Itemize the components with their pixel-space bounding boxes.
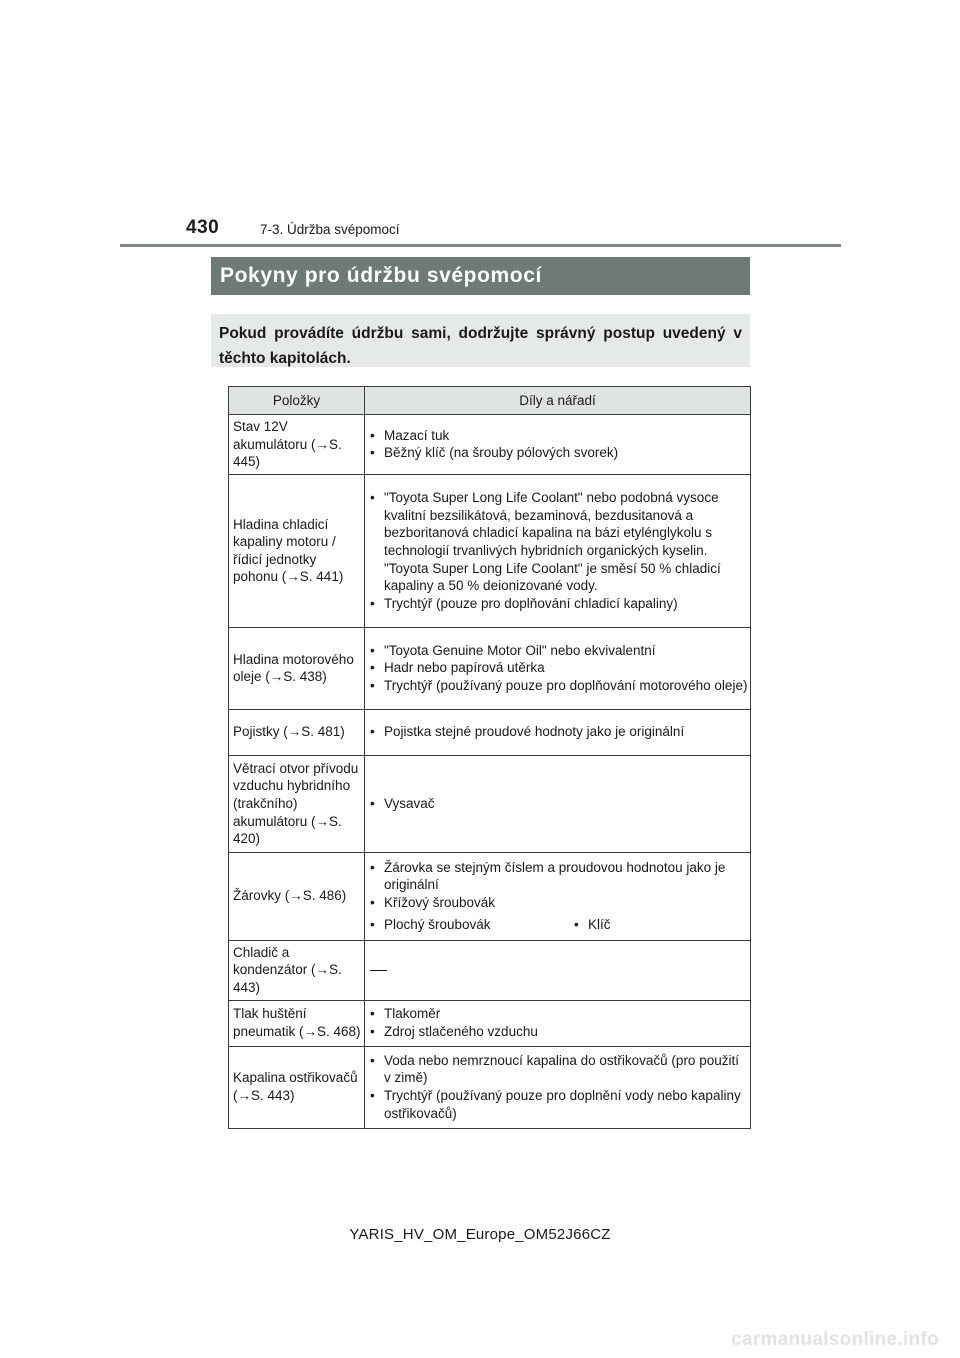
watermark: carmanualsonline.info [731,1329,939,1350]
parts-cell [365,852,751,940]
list-item: • Žárovka se stejným číslem a proudovou hodnotou jako je originální [370,859,748,894]
maintenance-parts-table [228,386,751,1129]
table-row [229,940,751,1000]
list-item: • Trychtýř (používaný pouze pro doplnění vody nebo kapaliny ostřikovačů) [370,1087,748,1122]
item-cell: Hladina chladicí kapaliny motoru /řídicí jednotky pohonu (→S. 441) [229,474,365,627]
page-title: Pokyny pro údržbu svépomocí [211,257,750,295]
item-cell: Stav 12V akumulátoru (→S. 445) [229,415,365,475]
column-header-parts: Díly a nářadí [365,387,751,415]
intro-text: Pokud provádíte údržbu sami, dodržujte správný postup uvedený v těchto kapitolách. [211,314,750,367]
parts-cell-empty [365,940,751,1000]
item-cell: Hladina motorového oleje (→S. 438) [229,627,365,709]
list-item [370,489,748,595]
list-item: • Zdroj stlačeného vzduchu [370,1023,748,1041]
item-cell: Žárovky (→S. 486) [229,852,365,940]
table-row [229,1046,751,1128]
list-item: • Hadr nebo papírová utěrka [370,659,748,677]
item-cell: Pojistky (→S. 481) [229,709,365,755]
parts-cell [365,1000,751,1046]
parts-cell [365,755,751,852]
list-item: • Plochý šroubovák [370,916,574,934]
list-item: • Pojistka stejné proudové hodnoty jako je originální [370,723,748,741]
parts-cell [365,415,751,475]
tool-pair [370,916,748,934]
list-item: • Trychtýř (používaný pouze pro doplňování motorového oleje) [370,677,748,695]
document-id: YARIS_HV_OM_Europe_OM52J66CZ [349,1226,611,1243]
table-row [229,709,751,755]
list-item: • Trychtýř (pouze pro doplňování chladicí kapaliny) [370,595,748,613]
dash-mark [370,970,387,971]
parts-cell [365,709,751,755]
table-row [229,627,751,709]
section-reference: 7-3. Údržba svépomocí [260,222,400,237]
table-row [229,755,751,852]
item-cell: Kapalina ostřikovačů (→S. 443) [229,1046,365,1128]
item-cell: Chladič a kondenzátor (→S. 443) [229,940,365,1000]
item-cell: Tlak huštění pneumatik (→S. 468) [229,1000,365,1046]
list-item: • Voda nebo nemrznoucí kapalina do ostřikovačů (pro použití v zimě) [370,1052,748,1087]
table-header-row [229,387,751,415]
parts-cell [365,1046,751,1128]
list-item: • Vysavač [370,795,748,813]
column-header-items: Položky [229,387,365,415]
header-rule [120,244,841,247]
parts-cell [365,627,751,709]
table-row [229,852,751,940]
list-item: • Mazací tuk [370,427,748,445]
item-cell: Větrací otvor přívodu vzduchu hybridního (trakčního) akumulátoru (→S. 420) [229,755,365,852]
list-item: • Klíč [574,916,611,934]
parts-cell [365,474,751,627]
coolant-note: "Toyota Super Long Life Coolant" je směsí 50 % chladicí kapaliny a 50 % deionizované vody. [384,560,721,594]
table-row [229,474,751,627]
list-item: • Tlakoměr [370,1005,748,1023]
coolant-spec: "Toyota Super Long Life Coolant" nebo podobná vysoce kvalitní bezsilikátová, bezaminová, bezdusitanová a bezboritanová chladicí kapalina na bázi etylénglykolu s technologií trvanlivých hybridních organických kyselin. [384,490,719,558]
table-row [229,1000,751,1046]
list-item: • "Toyota Genuine Motor Oil" nebo ekvivalentní [370,642,748,660]
list-item: • Běžný klíč (na šrouby pólových svorek) [370,444,748,462]
page-number: 430 [186,217,220,238]
table-row [229,415,751,475]
list-item: • Křížový šroubovák [370,894,748,912]
